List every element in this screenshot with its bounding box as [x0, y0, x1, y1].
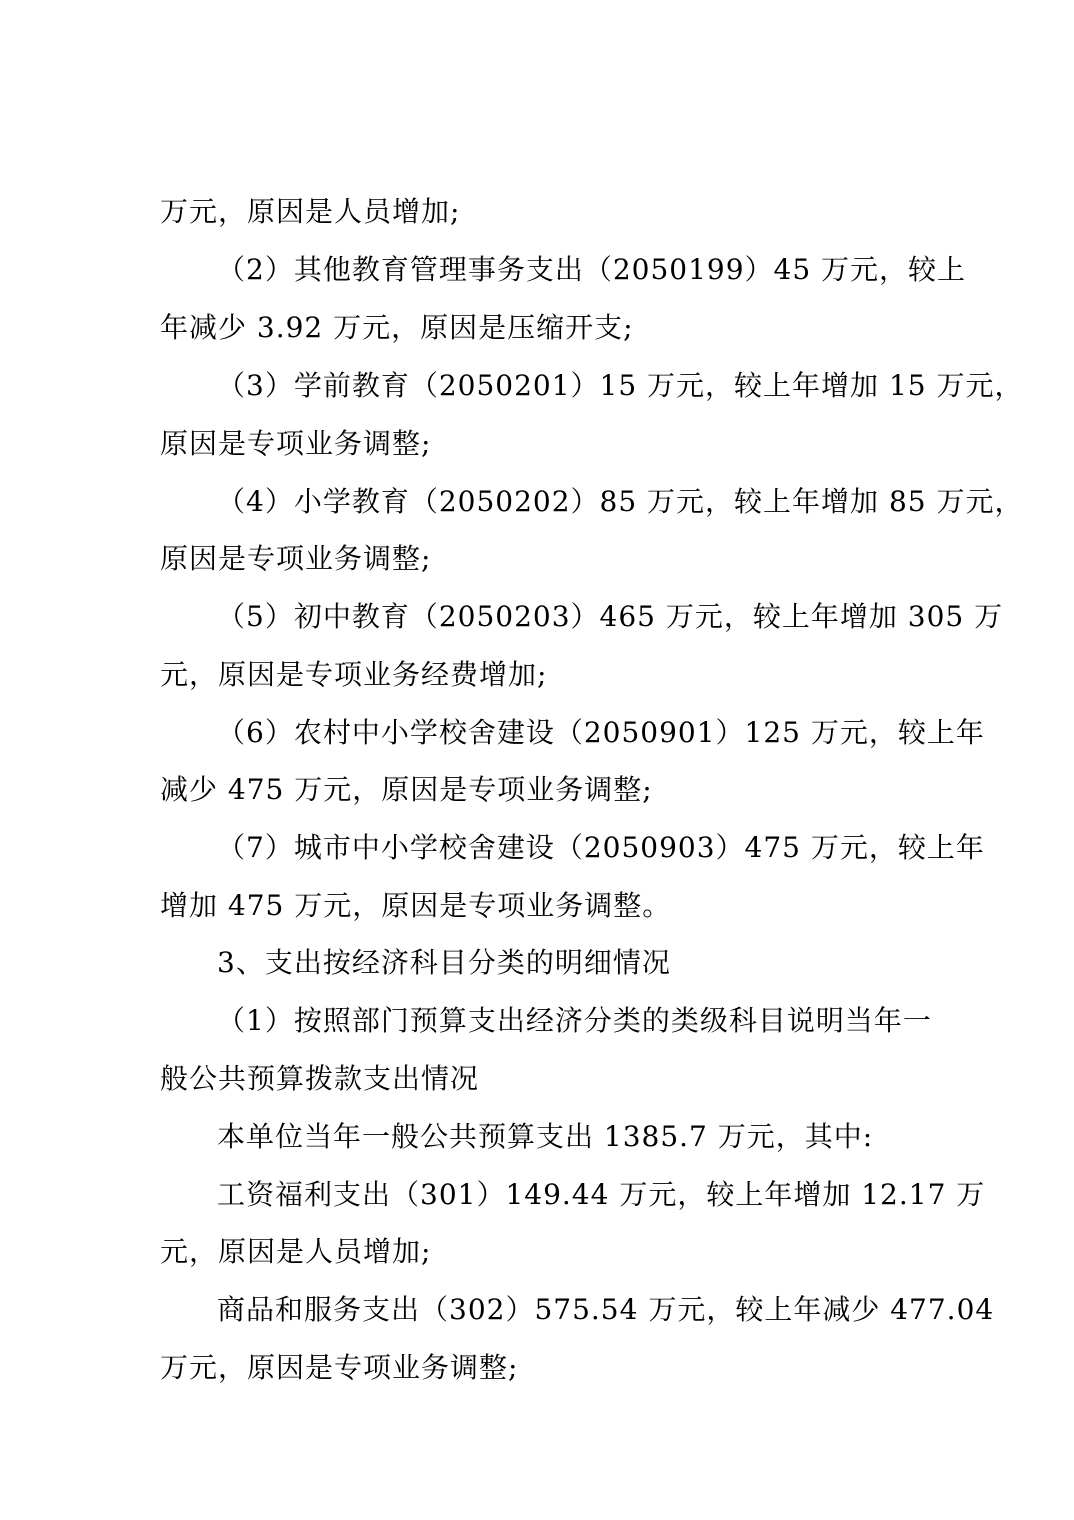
text-line: （5）初中教育（2050203）465 万元，较上年增加 305 万: [217, 600, 1004, 633]
text-line: 般公共预算拨款支出情况: [160, 1062, 480, 1095]
text-line: 元，原因是人员增加;: [160, 1235, 432, 1268]
text-line: 元，原因是专项业务经费增加;: [160, 658, 548, 691]
text-line: 原因是专项业务调整;: [160, 542, 432, 575]
text-line: 原因是专项业务调整;: [160, 427, 432, 460]
text-line: （3）学前教育（2050201）15 万元，较上年增加 15 万元，: [217, 369, 1024, 402]
section-heading: 3、支出按经济科目分类的明细情况: [217, 946, 671, 979]
text-line: 本单位当年一般公共预算支出 1385.7 万元，其中:: [217, 1120, 874, 1153]
text-line: （2）其他教育管理事务支出（2050199）45 万元，较上: [217, 253, 967, 286]
text-line: 增加 475 万元，原因是专项业务调整。: [160, 889, 672, 922]
text-line: 万元，原因是人员增加;: [160, 195, 461, 228]
text-line: 减少 475 万元，原因是专项业务调整;: [160, 773, 653, 806]
text-line: （4）小学教育（2050202）85 万元，较上年增加 85 万元，: [217, 485, 1024, 518]
text-line: 年减少 3.92 万元，原因是压缩开支;: [160, 311, 634, 344]
text-line: 万元，原因是专项业务调整;: [160, 1351, 519, 1384]
text-line: （6）农村中小学校舍建设（2050901）125 万元，较上年: [217, 716, 985, 749]
text-line: （7）城市中小学校舍建设（2050903）475 万元，较上年: [217, 831, 985, 864]
text-line: （1）按照部门预算支出经济分类的类级科目说明当年一: [217, 1004, 932, 1037]
text-line: 商品和服务支出（302）575.54 万元，较上年减少 477.04: [217, 1293, 995, 1326]
text-line: 工资福利支出（301）149.44 万元，较上年增加 12.17 万: [217, 1178, 986, 1211]
